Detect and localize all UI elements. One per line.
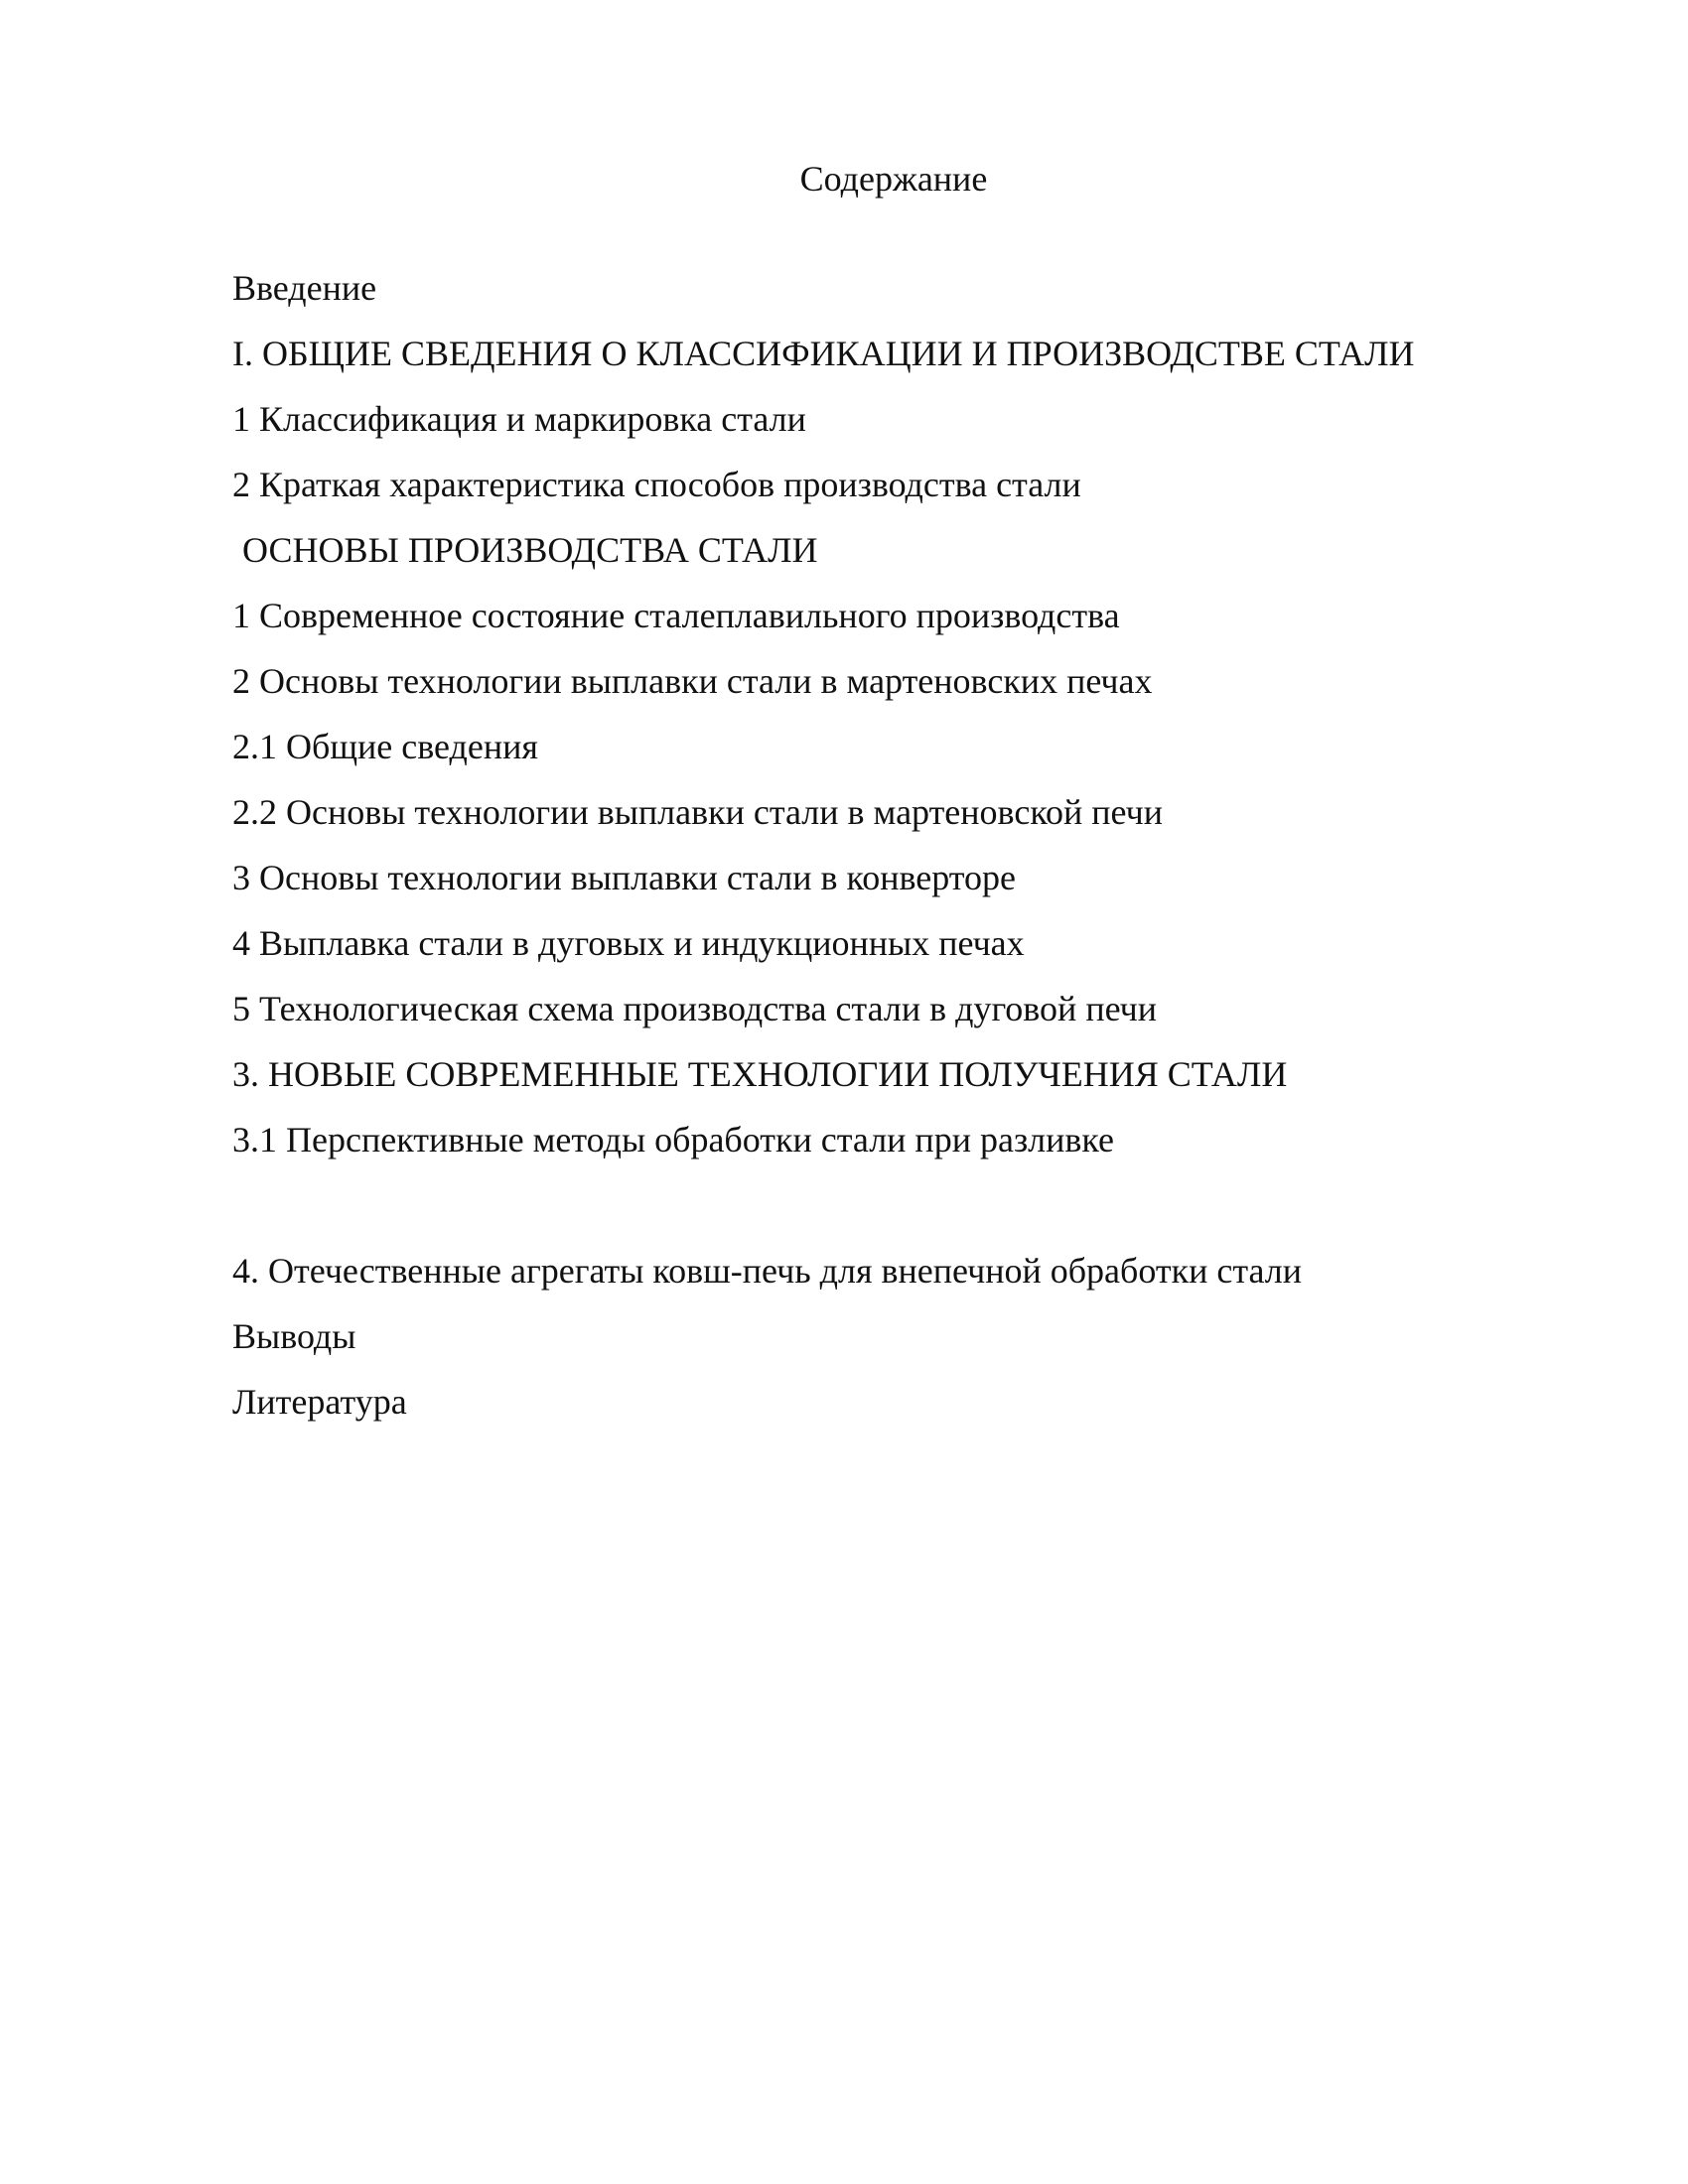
toc-item-literature: Литература bbox=[232, 1382, 407, 1422]
toc-item-conclusions: Выводы bbox=[232, 1316, 356, 1356]
toc-spacer bbox=[232, 1183, 1622, 1249]
toc-item-1-1: 1 Классификация и маркировка стали bbox=[232, 399, 806, 439]
table-of-contents bbox=[232, 266, 1622, 1445]
toc-item-section-3: 3. НОВЫЕ СОВРЕМЕННЫЕ ТЕХНОЛОГИИ ПОЛУЧЕНИЯ СТАЛИ bbox=[232, 1054, 1288, 1094]
toc-item-section-1: I. ОБЩИЕ СВЕДЕНИЯ О КЛАССИФИКАЦИИ И ПРОИЗВОДСТВЕ СТАЛИ bbox=[232, 334, 1415, 373]
toc-item-2-3: 3 Основы технологии выплавки стали в конверторе bbox=[232, 858, 1016, 897]
toc-item-2-2: 2 Основы технологии выплавки стали в мартеновских печах bbox=[232, 661, 1153, 701]
toc-item-section-2: ОСНОВЫ ПРОИЗВОДСТВА СТАЛИ bbox=[242, 530, 818, 570]
toc-item-section-4: 4. Отечественные агрегаты ковш-печь для внепечной обработки стали bbox=[232, 1251, 1303, 1291]
toc-item-2-2-2: 2.2 Основы технологии выплавки стали в мартеновской печи bbox=[232, 792, 1163, 832]
toc-item-1-2: 2 Краткая характеристика способов производства стали bbox=[232, 465, 1081, 504]
toc-item-2-5: 5 Технологическая схема производства стали в дуговой печи bbox=[232, 989, 1158, 1028]
toc-item-2-4: 4 Выплавка стали в дуговых и индукционных печах bbox=[232, 923, 1025, 963]
toc-item-2-2-1: 2.1 Общие сведения bbox=[232, 727, 538, 766]
page-title: Содержание bbox=[799, 159, 988, 199]
toc-item-introduction: Введение bbox=[232, 268, 377, 308]
toc-item-3-1: 3.1 Перспективные методы обработки стали при разливке bbox=[232, 1120, 1114, 1160]
toc-item-2-1: 1 Современное состояние сталеплавильного производства bbox=[232, 596, 1120, 635]
